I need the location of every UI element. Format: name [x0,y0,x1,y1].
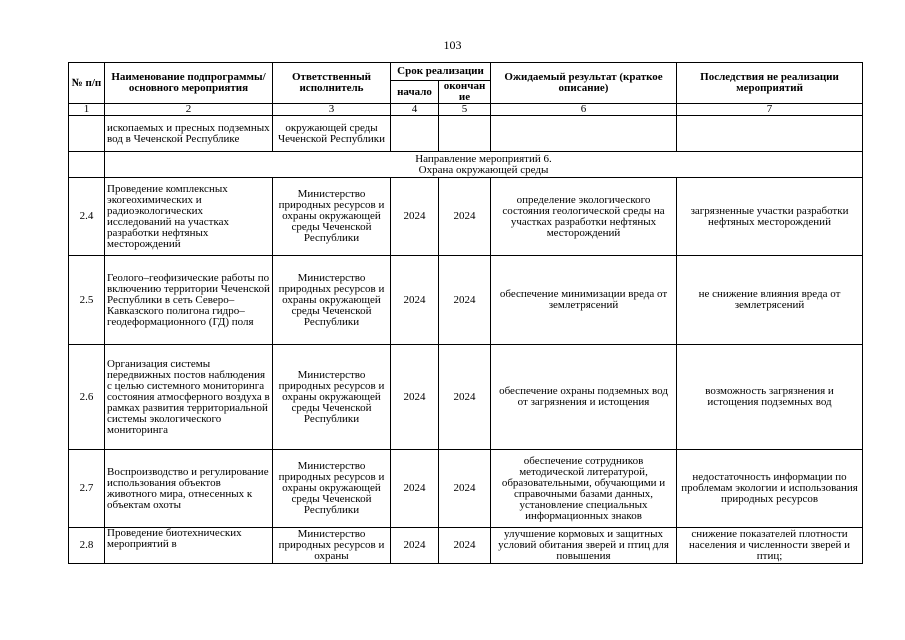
table-row [69,345,863,450]
row-end: 2024 [439,345,491,450]
row-executor: Министерство природных ресурсов и охраны окружающей среды Чеченской Республики [273,345,391,450]
row-consequence: возможность загрязнения и истощения подземных вод [677,345,863,450]
row-num: 2.7 [69,450,105,528]
row-start: 2024 [391,345,439,450]
row-end: 2024 [439,528,491,564]
continuation-row [69,116,863,152]
row-start: 2024 [391,450,439,528]
table-row [69,528,863,564]
page-number: 103 [443,38,462,52]
row-num: 2.4 [69,178,105,256]
header-executor: Ответственный исполнитель [273,63,391,104]
column-number: 1 [69,104,105,116]
header-num: № п/п [69,63,105,104]
header-end: окончан ие [439,81,491,104]
row-end: 2024 [439,256,491,345]
table-row [69,450,863,528]
row-result: улучшение кормовых и защитных условий обитания зверей и птиц для повышения [491,528,677,564]
row-name: Организация системы передвижных постов наблюдения с целью системного мониторинга состояния атмосферного воздуха в рамках развития территориальной системы экологического мониторинга [105,345,273,450]
row-num: 2.8 [69,528,105,564]
row-executor: Министерство природных ресурсов и охраны [273,528,391,564]
section-heading [105,152,863,178]
row-name: Воспроизводство и регулирование использования объектов животного мира, отнесенных к объектам охоты [105,450,273,528]
row-name: Проведение комплексных экогеохимических и радиоэкологических исследований на участках разработки нефтяных месторождений [105,178,273,256]
row-result: обеспечение минимизации вреда от землетрясений [491,256,677,345]
header-name: Наименование подпрограммы/ основного мероприятия [105,63,273,104]
section-heading-row [69,152,863,178]
row-end: 2024 [439,450,491,528]
row-executor: Министерство природных ресурсов и охраны окружающей среды Чеченской Республики [273,178,391,256]
row-executor: Министерство природных ресурсов и охраны окружающей среды Чеченской Республики [273,450,391,528]
header-term: Срок реализации [391,63,491,81]
row-result: определение экологического состояния геологической среды на участках разработки нефтяных месторождений [491,178,677,256]
continuation-name: ископаемых и пресных подземных вод в Чеченской Республике [105,116,273,152]
row-start: 2024 [391,256,439,345]
header-row [69,63,863,81]
header-result: Ожидаемый результат (краткое описание) [491,63,677,104]
row-num: 2.5 [69,256,105,345]
row-consequence: загрязненные участки разработки нефтяных месторождений [677,178,863,256]
header-consequence: Последствия не реализации мероприятий [677,63,863,104]
row-result: обеспечение охраны подземных вод от загрязнения и истощения [491,345,677,450]
row-name: Проведение биотехнических мероприятий в [105,528,273,564]
row-consequence: недостаточность информации по проблемам экологии и использования природных ресурсов [677,450,863,528]
row-result: обеспечение сотрудников методической литературой, образовательными, обучающими и справочными базами данных, установление специальных информационных знаков [491,450,677,528]
row-executor: Министерство природных ресурсов и охраны окружающей среды Чеченской Республики [273,256,391,345]
row-consequence: снижение показателей плотности населения и численности зверей и птиц; [677,528,863,564]
header-start: начало [391,81,439,104]
continuation-executor: окружающей среды Чеченской Республики [273,116,391,152]
row-consequence: не снижение влияния вреда от землетрясений [677,256,863,345]
row-end: 2024 [439,178,491,256]
section-heading-line: Направление мероприятий 6. [415,152,552,165]
row-name: Геолого–геофизические работы по включению территории Чеченской Республики в сеть Северо–Кавказского полигона гидро–геодеформационного (ГД) поля [105,256,273,345]
row-start: 2024 [391,178,439,256]
row-start: 2024 [391,528,439,564]
table-row [69,256,863,345]
activities-table [68,62,863,564]
section-heading-line: Охрана окружающей среды [418,163,549,176]
column-number: 5 [439,104,491,116]
table-row [69,178,863,256]
row-num: 2.6 [69,345,105,450]
column-number: 6 [491,104,677,116]
column-number-row [69,104,863,116]
column-number: 2 [105,104,273,116]
column-number: 4 [391,104,439,116]
column-number: 7 [677,104,863,116]
column-number: 3 [273,104,391,116]
